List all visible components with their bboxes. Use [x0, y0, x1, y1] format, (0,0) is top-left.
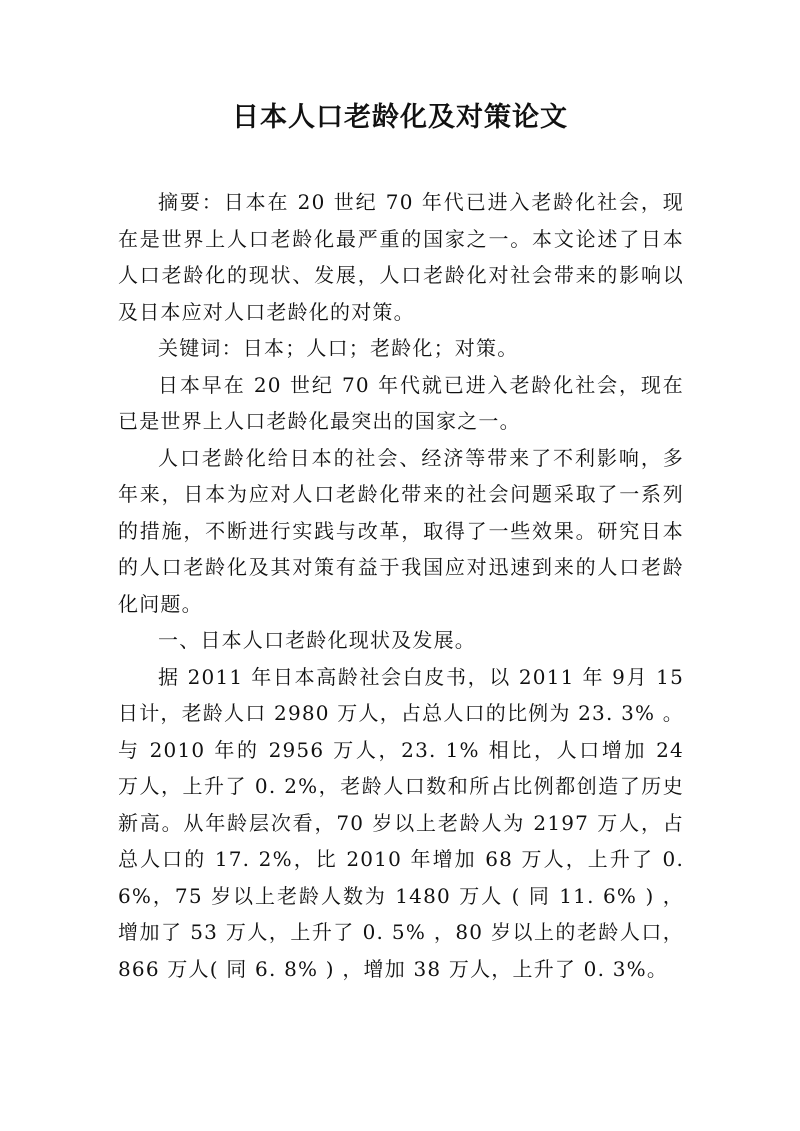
keywords-paragraph: 关键词：日本；人口；老龄化；对策。 [158, 336, 519, 360]
section-heading: 一、日本人口老龄化现状及发展。 [158, 628, 476, 652]
statistics-paragraph: 据 2011 年日本高龄社会白皮书，以 2011 年 9月 15 日计，老龄人口 2980 万人，占总人口的比例为 23. 3% 。与 2010 年的 2956 万人，23. 1% 相比，人口增加 24 万人，上升了 0. 2%，老龄人口数和所占比例都创造了历史新高。从年龄层次看，70 岁以上老龄人为 2197 万人，占总人口的 17. 2%，比 2010 年增加 68 万人，上升了 0. 6%，75 岁以上老龄人数为 1480 万人 ( 同 11. 6% ) ，增加了 53 万人，上升了 0. 5% ，80 岁以上的老龄人口，866 万人( 同 6. 8% ) ，增加 38 万人，上升了 0. 3%。 [118, 664, 684, 981]
document-body [118, 184, 684, 987]
impact-paragraph: 人口老龄化给日本的社会、经济等带来了不利影响，多年来，日本为应对人口老龄化带来的社会问题采取了一系列的措施，不断进行实践与改革，取得了一些效果。研究日本的人口老龄化及其对策有益于我国应对迅速到来的人口老龄化问题。 [118, 445, 684, 616]
intro-paragraph: 日本早在 20 世纪 70 年代就已进入老龄化社会，现在已是世界上人口老龄化最突出的国家之一。 [118, 372, 684, 433]
abstract-paragraph: 摘要：日本在 20 世纪 70 年代已进入老龄化社会，现在是世界上人口老龄化最严重的国家之一。本文论述了日本人口老龄化的现状、发展，人口老龄化对社会带来的影响以及日本应对人口老龄化的对策。 [118, 190, 684, 324]
document-title: 日本人口老龄化及对策论文 [232, 102, 568, 133]
